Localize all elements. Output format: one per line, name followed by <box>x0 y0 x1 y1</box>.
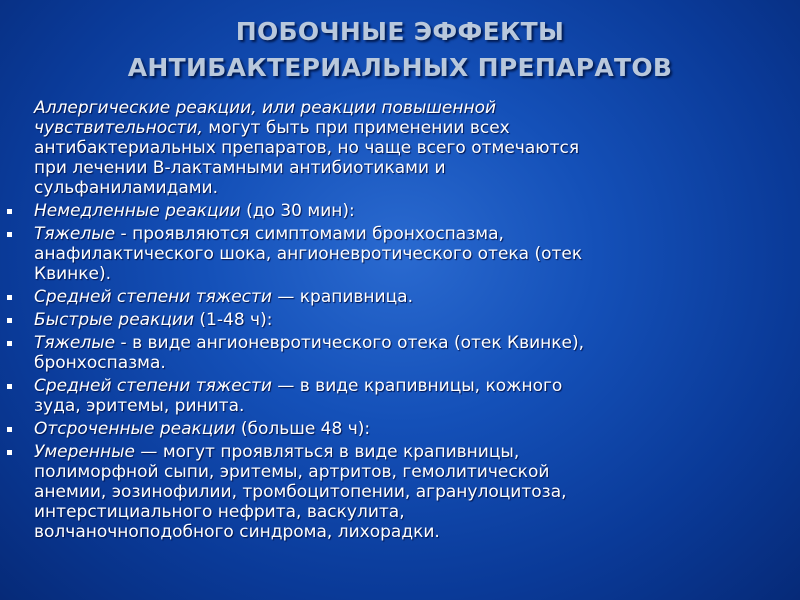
bullet-marker <box>7 427 12 432</box>
bullet-list <box>0 201 800 542</box>
item-text: - в виде ангионевротического отека (отек Квинке), <box>115 333 585 353</box>
item-text: бронхоспазма. <box>34 353 166 373</box>
bullet-marker <box>7 232 12 237</box>
item-text: зуда, эритемы, ринита. <box>34 396 245 416</box>
bullet-item-delayed <box>0 419 774 439</box>
intro-line-3: антибактериальных препаратов, но чаще всего отмечаются <box>34 138 580 158</box>
item-text: — в виде крапивницы, кожного <box>271 376 563 396</box>
item-text: полиморфной сыпи, эритемы, артритов, гемолитической <box>34 462 550 482</box>
slide-title <box>0 14 800 86</box>
item-term: Тяжелые <box>34 333 116 353</box>
bullet-marker <box>7 295 12 300</box>
bullet-item-severe-fast <box>0 333 774 373</box>
bullet-item-moderate-fast <box>0 376 774 416</box>
bullet-item-fast <box>0 310 774 330</box>
bullet-item-severe-immediate <box>0 224 774 284</box>
item-term: Немедленные реакции <box>34 201 241 221</box>
intro-line-1: Аллергические реакции, или реакции повышенной <box>34 98 497 118</box>
item-term: Средней степени тяжести <box>34 376 272 396</box>
item-text: — могут проявляться в виде крапивницы, <box>135 442 520 462</box>
bullet-marker <box>7 209 12 214</box>
item-term: Быстрые реакции <box>34 310 195 330</box>
item-text: волчаночноподобного синдрома, лихорадки. <box>34 522 440 542</box>
bullet-marker <box>7 318 12 323</box>
intro-line-2 <box>34 118 774 138</box>
slide-title-line-1: ПОБОЧНЫЕ ЭФФЕКТЫ <box>235 17 565 46</box>
item-term: Тяжелые <box>34 224 116 244</box>
item-term: Средней степени тяжести <box>34 287 272 307</box>
item-text: (1-48 ч): <box>194 310 273 330</box>
intro-line-4: при лечении В-лактамными антибиотиками и <box>34 158 446 178</box>
intro-term: чувствительности, <box>34 118 203 138</box>
bullet-item-moderate-immediate <box>0 287 774 307</box>
item-text: (до 30 мин): <box>240 201 355 221</box>
intro-paragraph <box>34 98 774 198</box>
item-text: - проявляются симптомами бронхоспазма, <box>115 224 504 244</box>
bullet-item-immediate <box>0 201 774 221</box>
intro-line-5: сульфаниламидами. <box>34 178 219 198</box>
item-text: — крапивница. <box>271 287 413 307</box>
bullet-marker <box>7 450 12 455</box>
item-text: Квинке). <box>34 264 112 284</box>
item-text: анафилактического шока, ангионевротического отека (отек <box>34 244 583 264</box>
intro-line-2-text: могут быть при применении всех <box>202 118 510 138</box>
item-text: анемии, эозинофилии, тромбоцитопении, агранулоцитоза, <box>34 482 567 502</box>
slide-title-line-2: АНТИБАКТЕРИАЛЬНЫХ ПРЕПАРАТОВ <box>127 53 673 82</box>
bullet-marker <box>7 341 12 346</box>
item-text: (больше 48 ч): <box>235 419 371 439</box>
item-term: Отсроченные реакции <box>34 419 236 439</box>
bullet-marker <box>7 384 12 389</box>
item-term: Умеренные <box>34 442 136 462</box>
item-text: интерстициального нефрита, васкулита, <box>34 502 405 522</box>
slide-content <box>0 98 800 542</box>
bullet-item-moderate-delayed <box>0 442 774 542</box>
